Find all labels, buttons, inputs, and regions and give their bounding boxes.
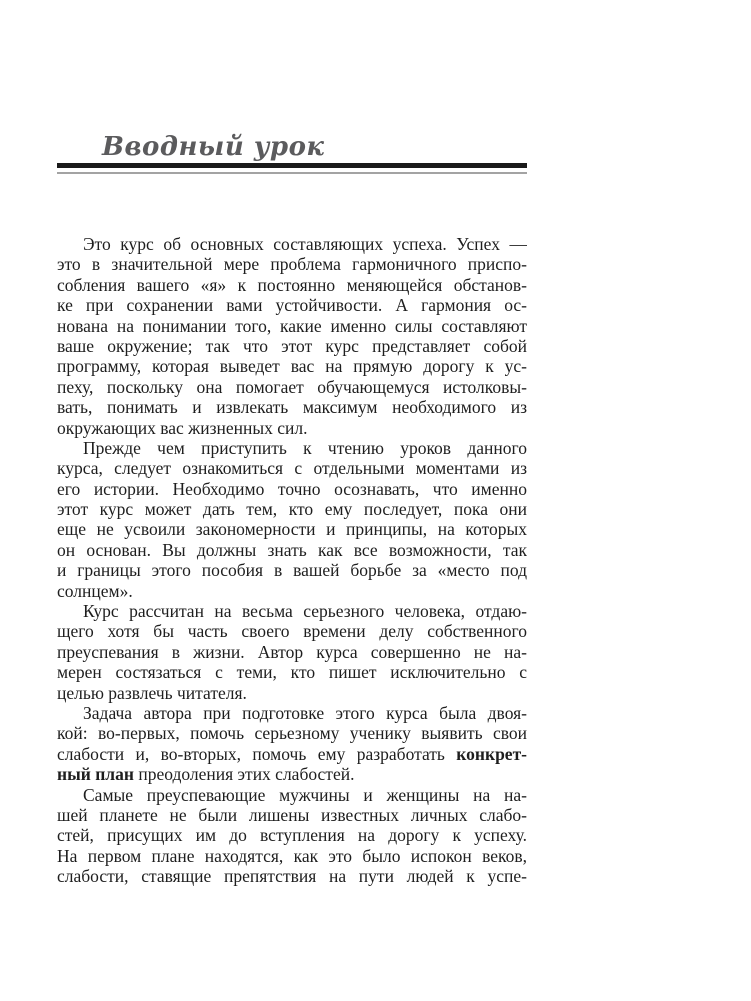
text-segment: Прежде чем приступить к чтению уроков данного (83, 437, 527, 458)
text-segment: кой: во-первых, помочь серьезному ученику выявить свои (57, 723, 527, 744)
text-segment: ваше окружение; так что этот курс представляет собой (57, 335, 527, 356)
text-line (57, 234, 527, 254)
text-line (57, 377, 527, 397)
text-line (57, 601, 527, 621)
text-segment: он основан. Вы должны знать как все возможности, так (57, 539, 527, 560)
text-segment: слабости, ставящие препятствия на пути людей к успе- (57, 866, 527, 887)
chapter-title: Вводный урок (102, 132, 325, 162)
text-line (57, 764, 527, 784)
text-segment: Задача автора при подготовке этого курса была двоя- (83, 702, 527, 723)
text-line (57, 540, 527, 560)
text-segment: преодоления этих слабостей. (133, 764, 355, 785)
text-line (57, 397, 527, 417)
text-segment: мерен состязаться с теми, кто пишет исключительно с (57, 662, 527, 683)
text-line (57, 662, 527, 682)
text-line (57, 744, 527, 764)
text-segment: Курс рассчитан на весьма серьезного человека, отдаю- (83, 601, 527, 622)
text-line (57, 805, 527, 825)
text-segment: шей планете не были лишены известных личных слабо- (57, 804, 527, 825)
text-line (57, 866, 527, 886)
text-line (57, 336, 527, 356)
text-segment: окружающих вас жизненных сил. (57, 417, 308, 438)
text-segment: ке при сохранении вами устойчивости. А гармония ос- (57, 295, 527, 316)
text-line (57, 846, 527, 866)
text-segment: еще не усвоили закономерности и принципы, на которых (57, 519, 527, 540)
title-divider (57, 163, 527, 174)
text-line (57, 275, 527, 295)
text-line (57, 825, 527, 845)
divider-thin-line (57, 172, 527, 174)
text-line (57, 499, 527, 519)
text-line (57, 642, 527, 662)
bold-text-segment: конкрет- (456, 743, 527, 764)
text-line (57, 479, 527, 499)
text-line (57, 438, 527, 458)
text-segment: пеху, поскольку она помогает обучающемуся истолковы- (57, 376, 527, 397)
text-line (57, 254, 527, 274)
text-line (57, 621, 527, 641)
text-segment: и границы этого пособия в вашей борьбе за «место под (57, 560, 527, 581)
body-text (57, 234, 527, 887)
text-line (57, 560, 527, 580)
text-segment: это в значительной мере проблема гармоничного приспо- (57, 254, 527, 275)
text-segment: этот курс может дать тем, кто ему последует, пока они (57, 499, 527, 520)
text-line (57, 723, 527, 743)
text-line (57, 356, 527, 376)
text-segment: стей, присущих им до вступления на дорогу к успеху. (57, 825, 527, 846)
text-line (57, 295, 527, 315)
text-line (57, 785, 527, 805)
text-line (57, 316, 527, 336)
text-line (57, 683, 527, 703)
text-segment: щего хотя бы часть своего времени делу собственного (57, 621, 527, 642)
bold-text-segment: ный план (57, 764, 134, 785)
text-segment: На первом плане находятся, как это было испокон веков, (57, 845, 527, 866)
text-segment: собления вашего «я» к постоянно меняющейся обстанов- (57, 274, 527, 295)
text-segment: слабости и, во-вторых, помочь ему разработать (57, 743, 457, 764)
text-segment: солнцем». (57, 580, 133, 601)
text-segment: преуспевания в жизни. Автор курса совершенно не на- (57, 641, 527, 662)
text-segment: целью развлечь читателя. (57, 682, 247, 703)
text-line (57, 418, 527, 438)
text-segment: курса, следует ознакомиться с отдельными моментами из (57, 458, 527, 479)
text-segment: вать, понимать и извлекать максимум необходимого из (57, 397, 527, 418)
text-segment: его истории. Необходимо точно осознавать, что именно (57, 478, 527, 499)
text-line (57, 519, 527, 539)
text-segment: нована на понимании того, какие именно силы составляют (57, 315, 527, 336)
text-segment: Самые преуспевающие мужчины и женщины на на- (83, 784, 527, 805)
text-segment: программу, которая выведет вас на прямую дорогу к ус- (57, 356, 527, 377)
text-segment: Это курс об основных составляющих успеха. Успех — (83, 234, 527, 254)
text-line (57, 458, 527, 478)
text-line (57, 581, 527, 601)
divider-thick-line (57, 163, 527, 168)
text-line (57, 703, 527, 723)
